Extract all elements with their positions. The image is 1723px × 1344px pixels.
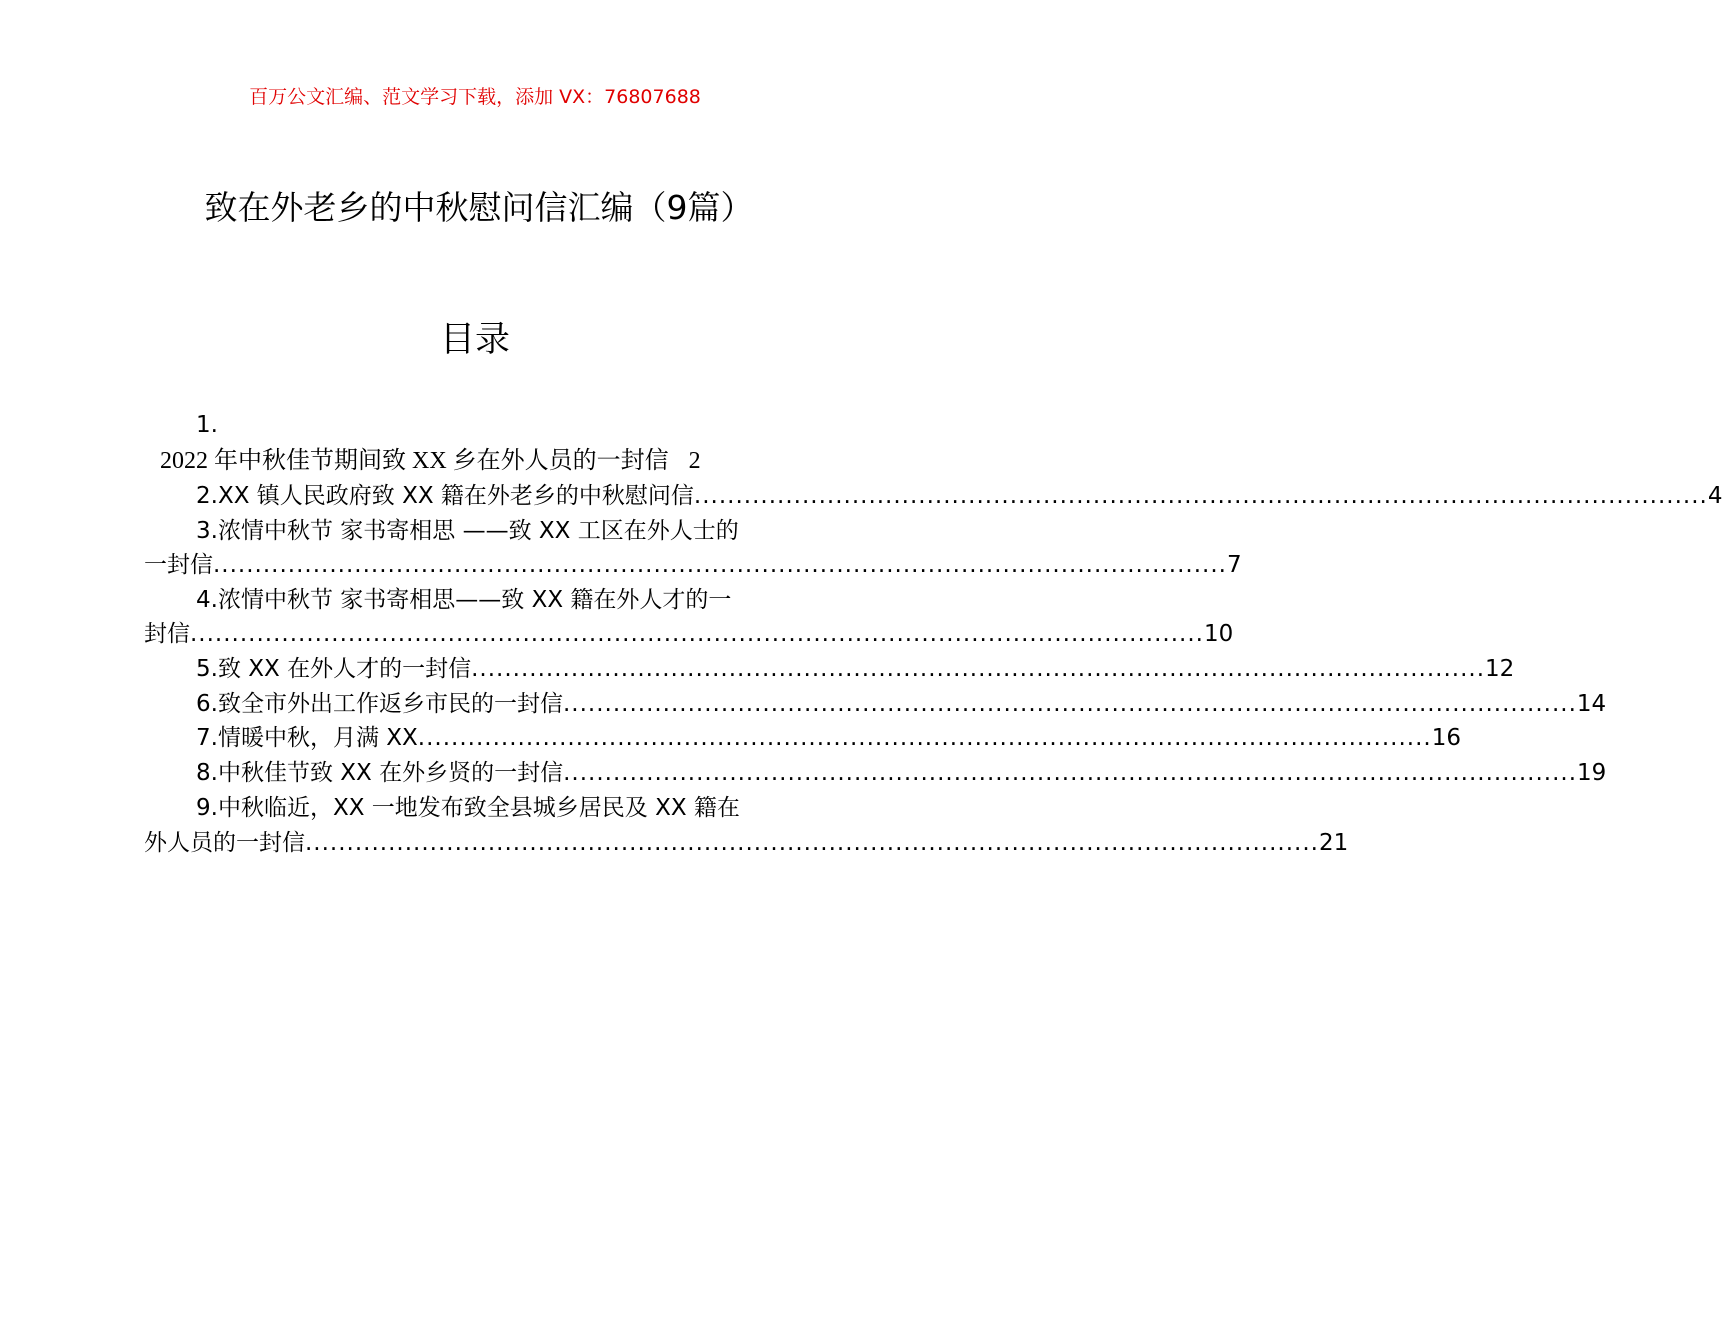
toc-leader-dots: ..........................................................................................................................: [305, 830, 1319, 856]
toc-leader-dots: ..........................................................................................................................: [417, 725, 1432, 751]
toc-item-9[interactable]: [144, 826, 1349, 860]
toc-leader-dots: ..........................................................................................................................: [190, 621, 1204, 647]
toc-leader-dots: ..........................................................................................................................: [213, 552, 1227, 578]
toc-item-1-text: 2022 年中秋佳节期间致 XX 乡在外人员的一封信: [160, 448, 669, 474]
toc-item-1[interactable]: [160, 444, 701, 478]
toc-item-9-page: 21: [1318, 830, 1349, 856]
toc-item-3-line2: 一封信: [144, 552, 213, 578]
toc-leader-dots: ..........................................................................................................................: [471, 656, 1486, 682]
toc-item-9-line1[interactable]: 9.中秋临近，XX 一地发布致全县城乡居民及 XX 籍在: [196, 795, 740, 821]
toc-leader-dots: ..........................................................................................................................: [693, 483, 1708, 509]
toc-item-3[interactable]: [144, 548, 1242, 582]
toc-item-6-text: 6.致全市外出工作返乡市民的一封信: [196, 691, 563, 717]
toc-item-4-line2: 封信: [144, 621, 190, 647]
toc-leader-dots: ..........................................................................................................................: [562, 691, 1577, 717]
toc-item-1-number[interactable]: 1.: [196, 412, 218, 438]
toc-item-2[interactable]: [196, 479, 1723, 513]
toc-item-3-page: 7: [1226, 552, 1242, 578]
toc-item-7-page: 16: [1431, 725, 1462, 751]
toc-item-7[interactable]: [196, 721, 1462, 755]
toc-item-4-line1[interactable]: 4.浓情中秋节 家书寄相思——致 XX 籍在外人才的一: [196, 587, 732, 613]
toc-item-6[interactable]: [196, 687, 1607, 721]
toc-item-4[interactable]: [144, 617, 1234, 651]
toc-item-3-line1[interactable]: 3.浓情中秋节 家书寄相思 ——致 XX 工区在外人士的: [196, 518, 739, 544]
toc-item-5-text: 5.致 XX 在外人才的一封信: [196, 656, 472, 682]
toc-item-8-page: 19: [1577, 760, 1607, 786]
toc-item-5[interactable]: [196, 652, 1515, 686]
toc-item-7-text: 7.情暖中秋，月满 XX: [196, 725, 418, 751]
toc-heading: 目录: [439, 320, 510, 360]
toc-item-9-line2: 外人员的一封信: [144, 830, 305, 856]
document-title: 致在外老乡的中秋慰问信汇编（9篇）: [204, 188, 754, 227]
toc-item-1-page: 2: [688, 448, 701, 474]
header-note: 百万公文汇编、范文学习下载，添加 VX：76807688: [249, 86, 701, 108]
toc-item-2-page: 4: [1707, 483, 1723, 509]
toc-item-8[interactable]: [196, 756, 1607, 790]
toc-leader-dots: ..........................................................................................................................: [563, 760, 1578, 786]
toc-item-2-text: 2.XX 镇人民政府致 XX 籍在外老乡的中秋慰问信: [196, 483, 694, 509]
toc-item-4-page: 10: [1203, 621, 1234, 647]
toc-item-6-page: 14: [1576, 691, 1607, 717]
toc-item-5-page: 12: [1485, 656, 1515, 682]
toc-item-8-text: 8.中秋佳节致 XX 在外乡贤的一封信: [196, 760, 564, 786]
